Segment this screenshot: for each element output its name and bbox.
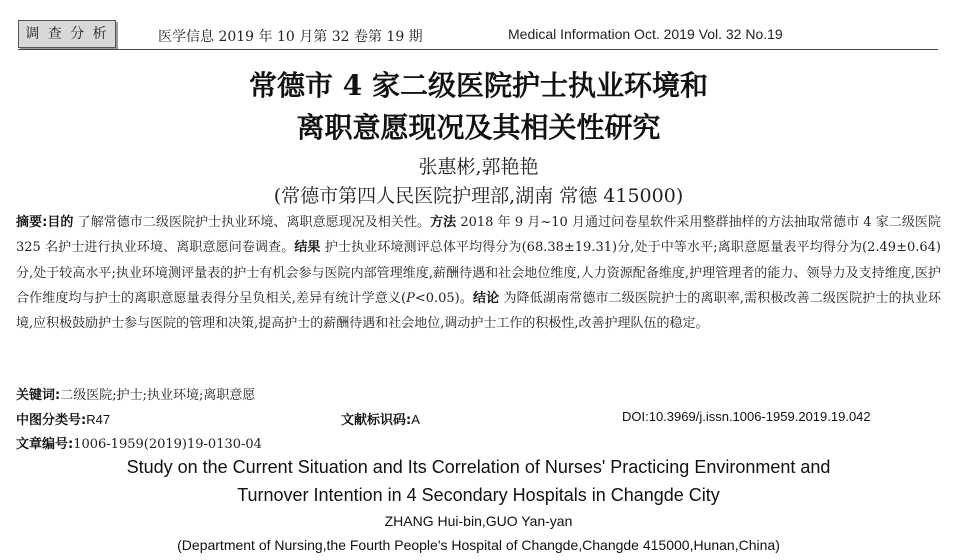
title-en-line1: Study on the Current Situation and Its Correlation of Nurses' Practicing Environment and [126,457,831,477]
methods-label: 方法 [430,215,457,230]
keywords-value: 二级医院;护士;执业环境;离职意愿 [60,388,256,403]
article-number-value: 1006-1959(2019)19-0130-04 [73,437,262,452]
section-tag-label: 调 查 分 析 [25,26,109,42]
doc-code [341,409,420,428]
journal-info-en: Medical Information Oct. 2019 Vol. 32 No.19 [508,26,783,42]
doc-code-label: 文献标识码: [341,413,412,428]
keywords-label: 关键词: [16,388,61,403]
abstract-label: 摘要: [16,215,48,230]
header-divider [18,49,938,50]
results-text-end: <0.05)。 [414,290,474,306]
article-number-label: 文章编号: [16,437,74,452]
p-value-symbol: P [406,290,415,306]
methods-text: 2018 年 9 月~10 月通过问卷星软件采用整群抽样的方法抽取常德市 4 家二级医院 325 名护士进行执业环境、离职意愿问卷调查。 [16,215,941,256]
article-number-row [16,433,262,452]
doc-code-value: A [411,412,420,427]
objective-label: 目的 [47,215,74,230]
conclusion-label: 结论 [473,290,500,306]
objective-text: 了解常德市二级医院护士执业环境、离职意愿现况及相关性。 [77,215,431,230]
authors-cn: 张惠彬,郭艳艳 [418,156,539,178]
section-tag [18,20,116,48]
conclusion-text: 为降低湖南常德市二级医院护士的离职率,需积极改善二级医院护士的执业环境,应积极鼓励护士参与医院的管理和决策,提高护士的薪酬待遇和社会地位,调动护士工作的积极性,改善护理队伍的稳定。 [16,290,941,332]
doi: DOI:10.3969/j.issn.1006-1959.2019.19.042 [622,409,871,424]
title-en-line2: Turnover Intention in 4 Secondary Hospitals in Changde City [237,485,720,505]
title-cn-line2: 离职意愿现况及其相关性研究 [296,111,661,144]
classification-row [16,409,916,428]
keywords-row [16,384,255,403]
results-label: 结果 [294,240,321,256]
authors-en: ZHANG Hui-bin,GUO Yan-yan [384,513,573,529]
journal-info-cn: 医学信息 2019 年 10 月第 32 卷第 19 期 [158,29,423,45]
affiliation-cn: (常德市第四人民医院护理部,湖南 常德 415000) [273,185,684,207]
abstract [16,210,941,336]
clc-label: 中图分类号: [16,413,87,428]
affiliation-en: (Department of Nursing,the Fourth People's Hospital of Changde,Changde 415000,Hunan,China) [177,537,780,553]
results-text: 护士执业环境测评总体平均得分为(68.38±19.31)分,处于中等水平;离职意愿量表平均得分为(2.49±0.64)分,处于较高水平;执业环境测评量表的护士有机会参与医院内部管理维度,薪酬待遇和社会地位维度,人力资源配备维度,护理管理者的能力、领导力及支持维度,医护合作维度均与护士的离职意愿量表得分呈负相关,差异有统计学意义( [16,240,941,306]
clc-value: R47 [86,412,111,427]
title-cn-line1: 常德市 4 家二级医院护士执业环境和 [249,69,708,102]
